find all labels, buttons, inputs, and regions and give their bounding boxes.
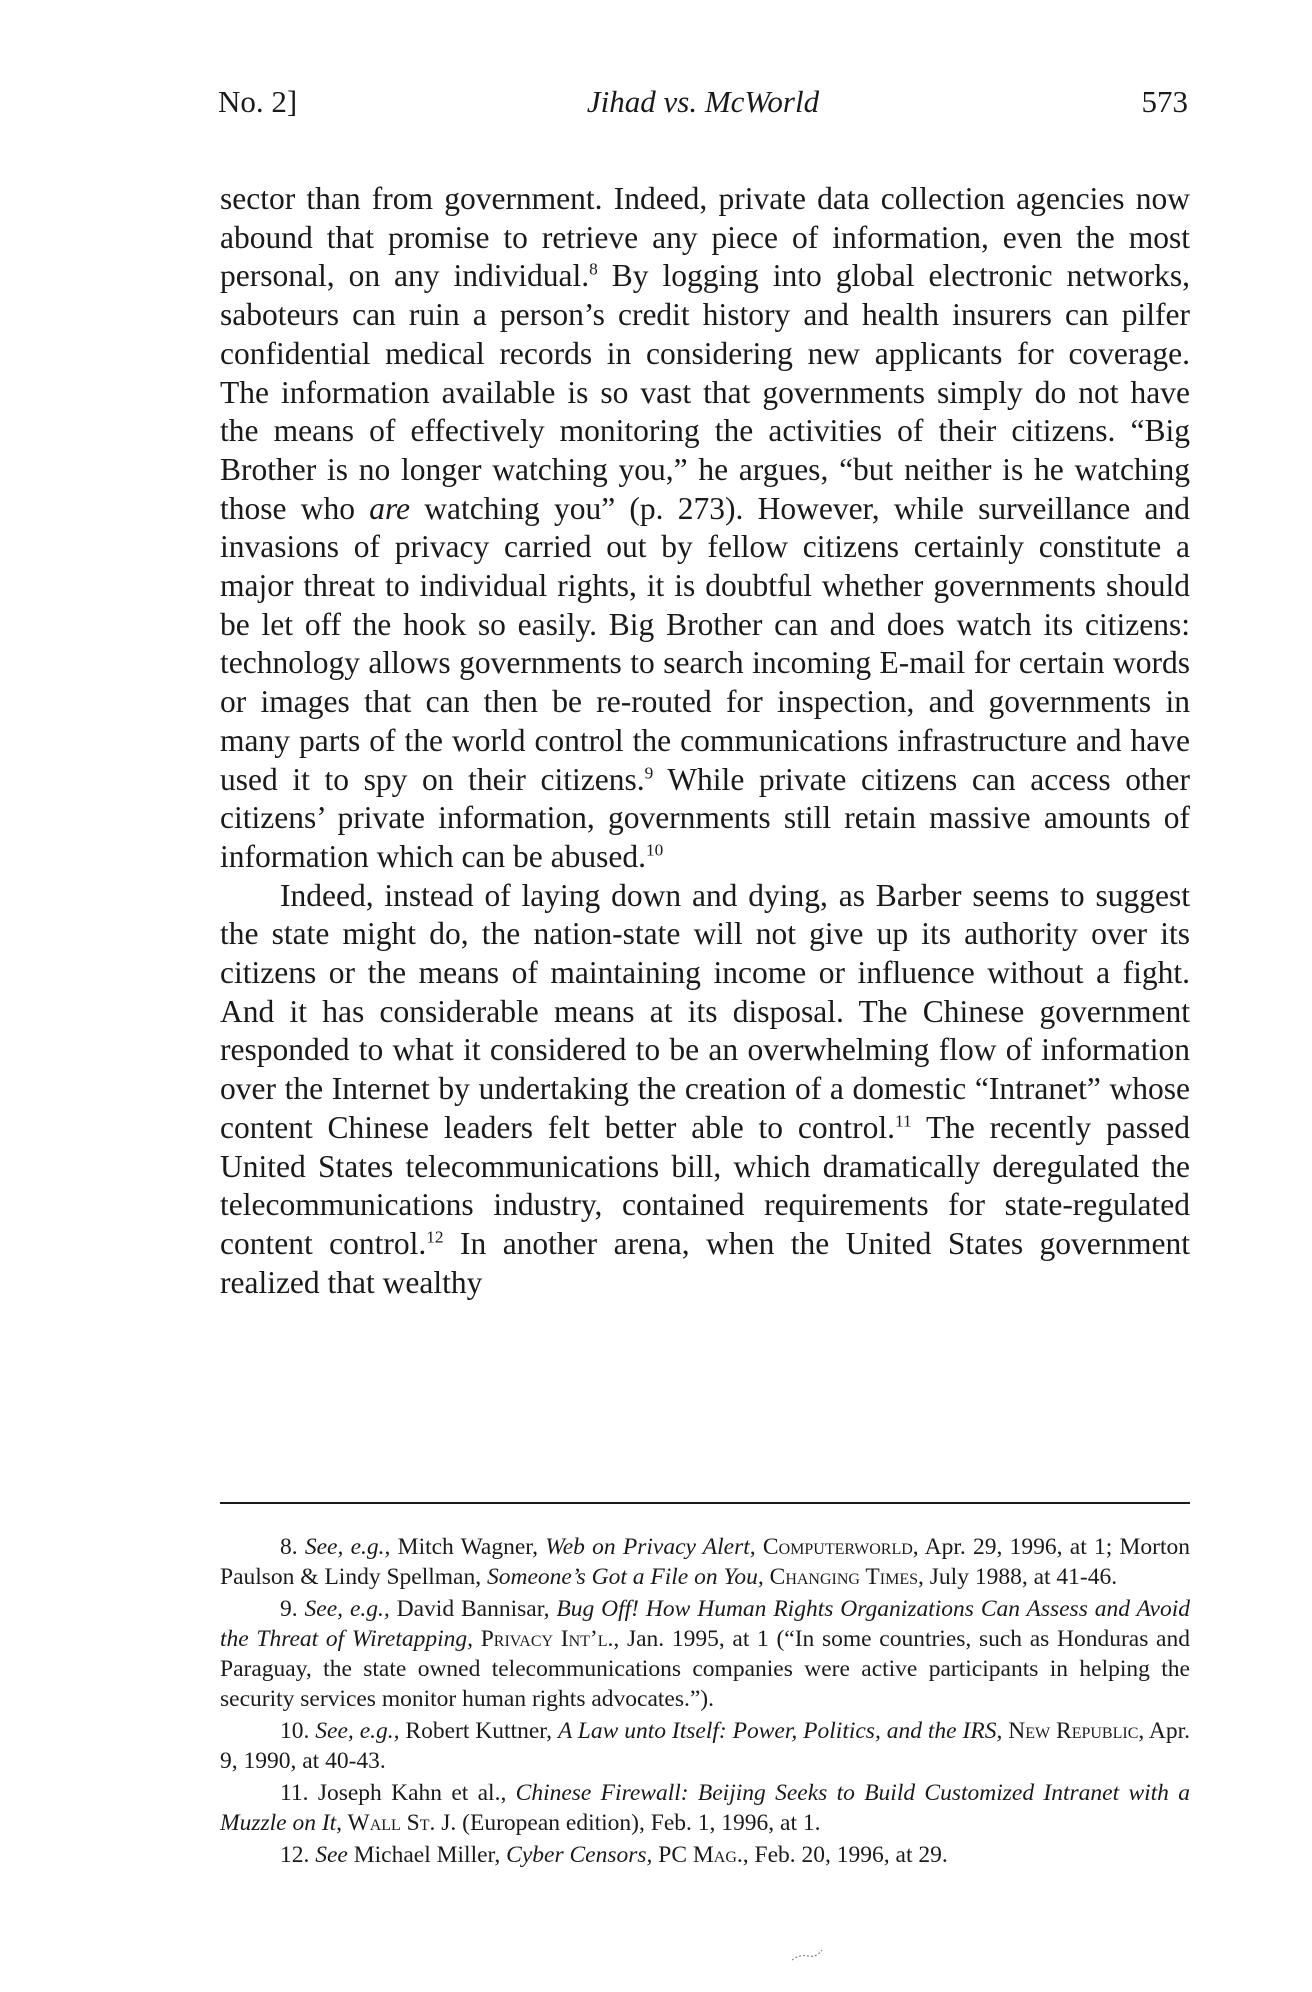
paragraph: Indeed, instead of laying down and dying, as Barber seems to suggest the state might do, the nation-state will not give up its authority over its citizens or the means of maintaining income or influence without a fight. And it has considerable means at its disposal. The Chinese government responded to what it considered to be an overwhelming flow of information over the Internet by undertaking the creation of a domestic “Intranet” whose content Chinese leaders felt better able to control.$^{11}$ The recently passed United States telecommunications bill, which dramatically deregulated the telecommunications industry, contained requirements for state-regulated content control.$^{12}$ In another arena, when the United States government realized that wealthy — [220, 877, 1190, 1300]
footnote-ref: 8 — [589, 259, 598, 279]
body-text — [220, 180, 1190, 1302]
footnote-12: 12. See Michael Miller, Cyber Censors, PC Mag., Feb. 20, 1996, at 29. — [280, 1842, 948, 1868]
running-header — [218, 84, 1188, 124]
paragraph: sector than from government. Indeed, private data collection agencies now abound that promise to retrieve any piece of information, even the most personal, on any individual.$^8$ By logging into global electronic networks, saboteurs can ruin a person’s credit history and health insurers can pilfer confidential medical records in considering new applicants for coverage. The information available is so vast that governments simply do not have the means of effectively monitoring the activities of their citizens. “Big Brother is no longer watching you,” he argues, “but neither is he watching those who are watching you” (p. 273). However, while surveillance and invasions of privacy carried out by fellow citizens certainly constitute a major threat to individual rights, it is doubtful whether governments should be let off the hook so easily. Big Brother can and does watch its citizens: technology allows governments to search incoming E-mail for certain words or images that can then be re-routed for inspection, and governments in many parts of the world control the communications infrastructure and have used it to spy on their citizens.$^9$ While private citizens can access other citizens’ private information, governments still retain massive amounts of information which can be abused.$^{10}$ — [220, 181, 1190, 874]
scan-mark — [790, 1948, 824, 1962]
footnote-ref: 10 — [646, 840, 664, 860]
footnote-10: 10. See, e.g., Robert Kuttner, A Law unto Itself: Power, Politics, and the IRS, New Republic, Apr. 9, 1990, at 40-43. — [220, 1718, 1190, 1774]
footnote-ref: 11 — [895, 1111, 912, 1131]
footnote-ref: 12 — [426, 1227, 444, 1247]
footnote-9: 9. See, e.g., David Bannisar, Bug Off! How Human Rights Organizations Can Assess and Avoid the Threat of Wiretapping, Privacy Int’l., Jan. 1995, at 1 (“In some countries, such as Honduras and Paraguay, the state owned telecommunications companies were active participants in helping the security services monitor human rights advocates.”). — [220, 1596, 1191, 1712]
page-number: 573 — [1141, 84, 1188, 119]
footnote-11: 11. Joseph Kahn et al., Chinese Firewall: Beijing Seeks to Build Customized Intranet with a Muzzle on It, Wall St. J. (European edition), Feb. 1, 1996, at 1. — [220, 1780, 1190, 1836]
issue-number: No. 2] — [218, 84, 298, 119]
footnote-divider — [220, 1502, 1190, 1504]
footnote-8: 8. See, e.g., Mitch Wagner, Web on Privacy Alert, Computerworld, Apr. 29, 1996, at 1; Morton Paulson & Lindy Spellman, Someone’s Got a File on You, Changing Times, July 1988, at 41-46. — [220, 1534, 1190, 1590]
footnote-ref: 9 — [644, 763, 654, 783]
footnotes — [220, 1532, 1190, 1872]
running-title: Jihad vs. McWorld — [586, 84, 820, 119]
